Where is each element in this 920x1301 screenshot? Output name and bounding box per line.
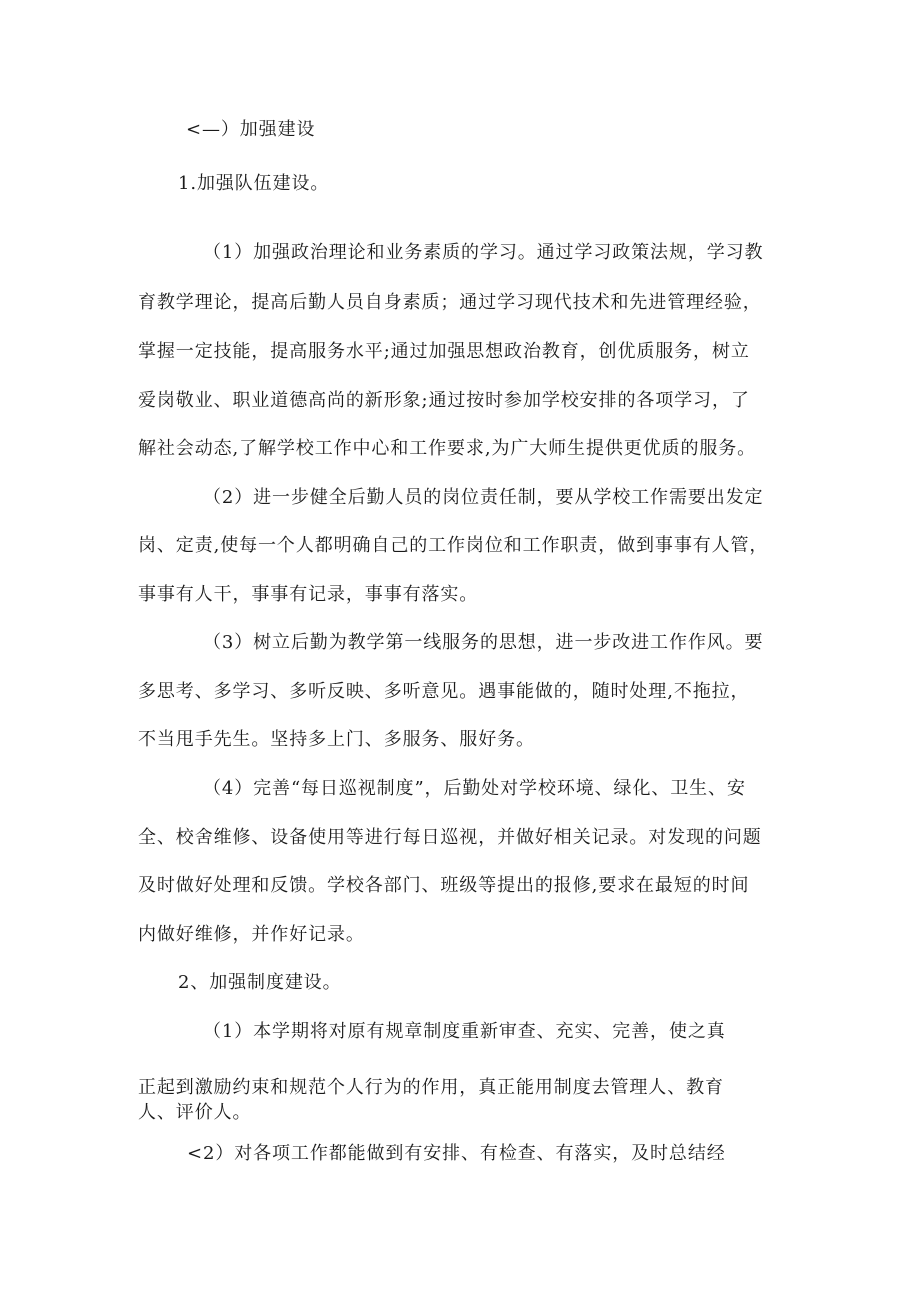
paragraph-line: （2）进一步健全后勤人员的岗位责任制，要从学校工作需要出发定	[203, 487, 764, 508]
paragraph-line: <2）对各项工作都能做到有安排、有检查、有落实，及时总结经	[187, 1143, 726, 1164]
paragraph-line: （4）完善“每日巡视制度”，后勤处对学校环境、绿化、卫生、安	[203, 778, 746, 799]
sub-heading-system-building: 2、加强制度建设。	[178, 972, 342, 993]
paragraph-line: 育教学理论，提高后勤人员自身素质；通过学习现代技术和先进管理经验，	[138, 292, 762, 313]
sub-heading-team-building: 1.加强队伍建设。	[178, 173, 330, 194]
paragraph-line: 不当甩手先生。坚持多上门、多服务、服好务。	[138, 729, 535, 750]
paragraph-line: （1）本学期将对原有规章制度重新审查、充实、完善，使之真	[203, 1021, 726, 1042]
paragraph-line: （1）加强政治理论和业务素质的学习。通过学习政策法规，学习教	[203, 242, 764, 263]
paragraph-line: 多思考、多学习、多听反映、多听意见。遇事能做的，随时处理,不拖拉，	[138, 681, 750, 702]
paragraph-line: 岗、定责,使每一个人都明确自己的工作岗位和工作职责，做到事事有人管，	[138, 535, 769, 556]
paragraph-line: （3）树立后勤为教学第一线服务的思想，进一步改进工作作风。要	[203, 632, 764, 653]
paragraph-line: 全、校舍维修、设备使用等进行每日巡视，并做好相关记录。对发现的问题	[138, 827, 762, 848]
section-heading: <—）加强建设	[186, 119, 316, 140]
paragraph-line: 正起到激励约束和规范个人行为的作用，真正能用制度去管理人、教育	[138, 1077, 724, 1098]
paragraph-line: 人、评价人。	[138, 1102, 252, 1123]
paragraph-line: 及时做好处理和反馈。学校各部门、班级等提出的报修,要求在最短的时间	[138, 875, 750, 896]
paragraph-line: 内做好维修，并作好记录。	[138, 924, 365, 945]
paragraph-line: 掌握一定技能，提高服务水平;通过加强思想政治教育，创优质服务，树立	[138, 341, 750, 362]
paragraph-line: 事事有人干，事事有记录，事事有落实。	[138, 584, 479, 605]
paragraph-line: 爱岗敬业、职业道德高尚的新形象;通过按时参加学校安排的各项学习，了	[138, 390, 750, 411]
paragraph-line: 解社会动态,了解学校工作中心和工作要求,为广大师生提供更优质的服务。	[138, 438, 757, 459]
